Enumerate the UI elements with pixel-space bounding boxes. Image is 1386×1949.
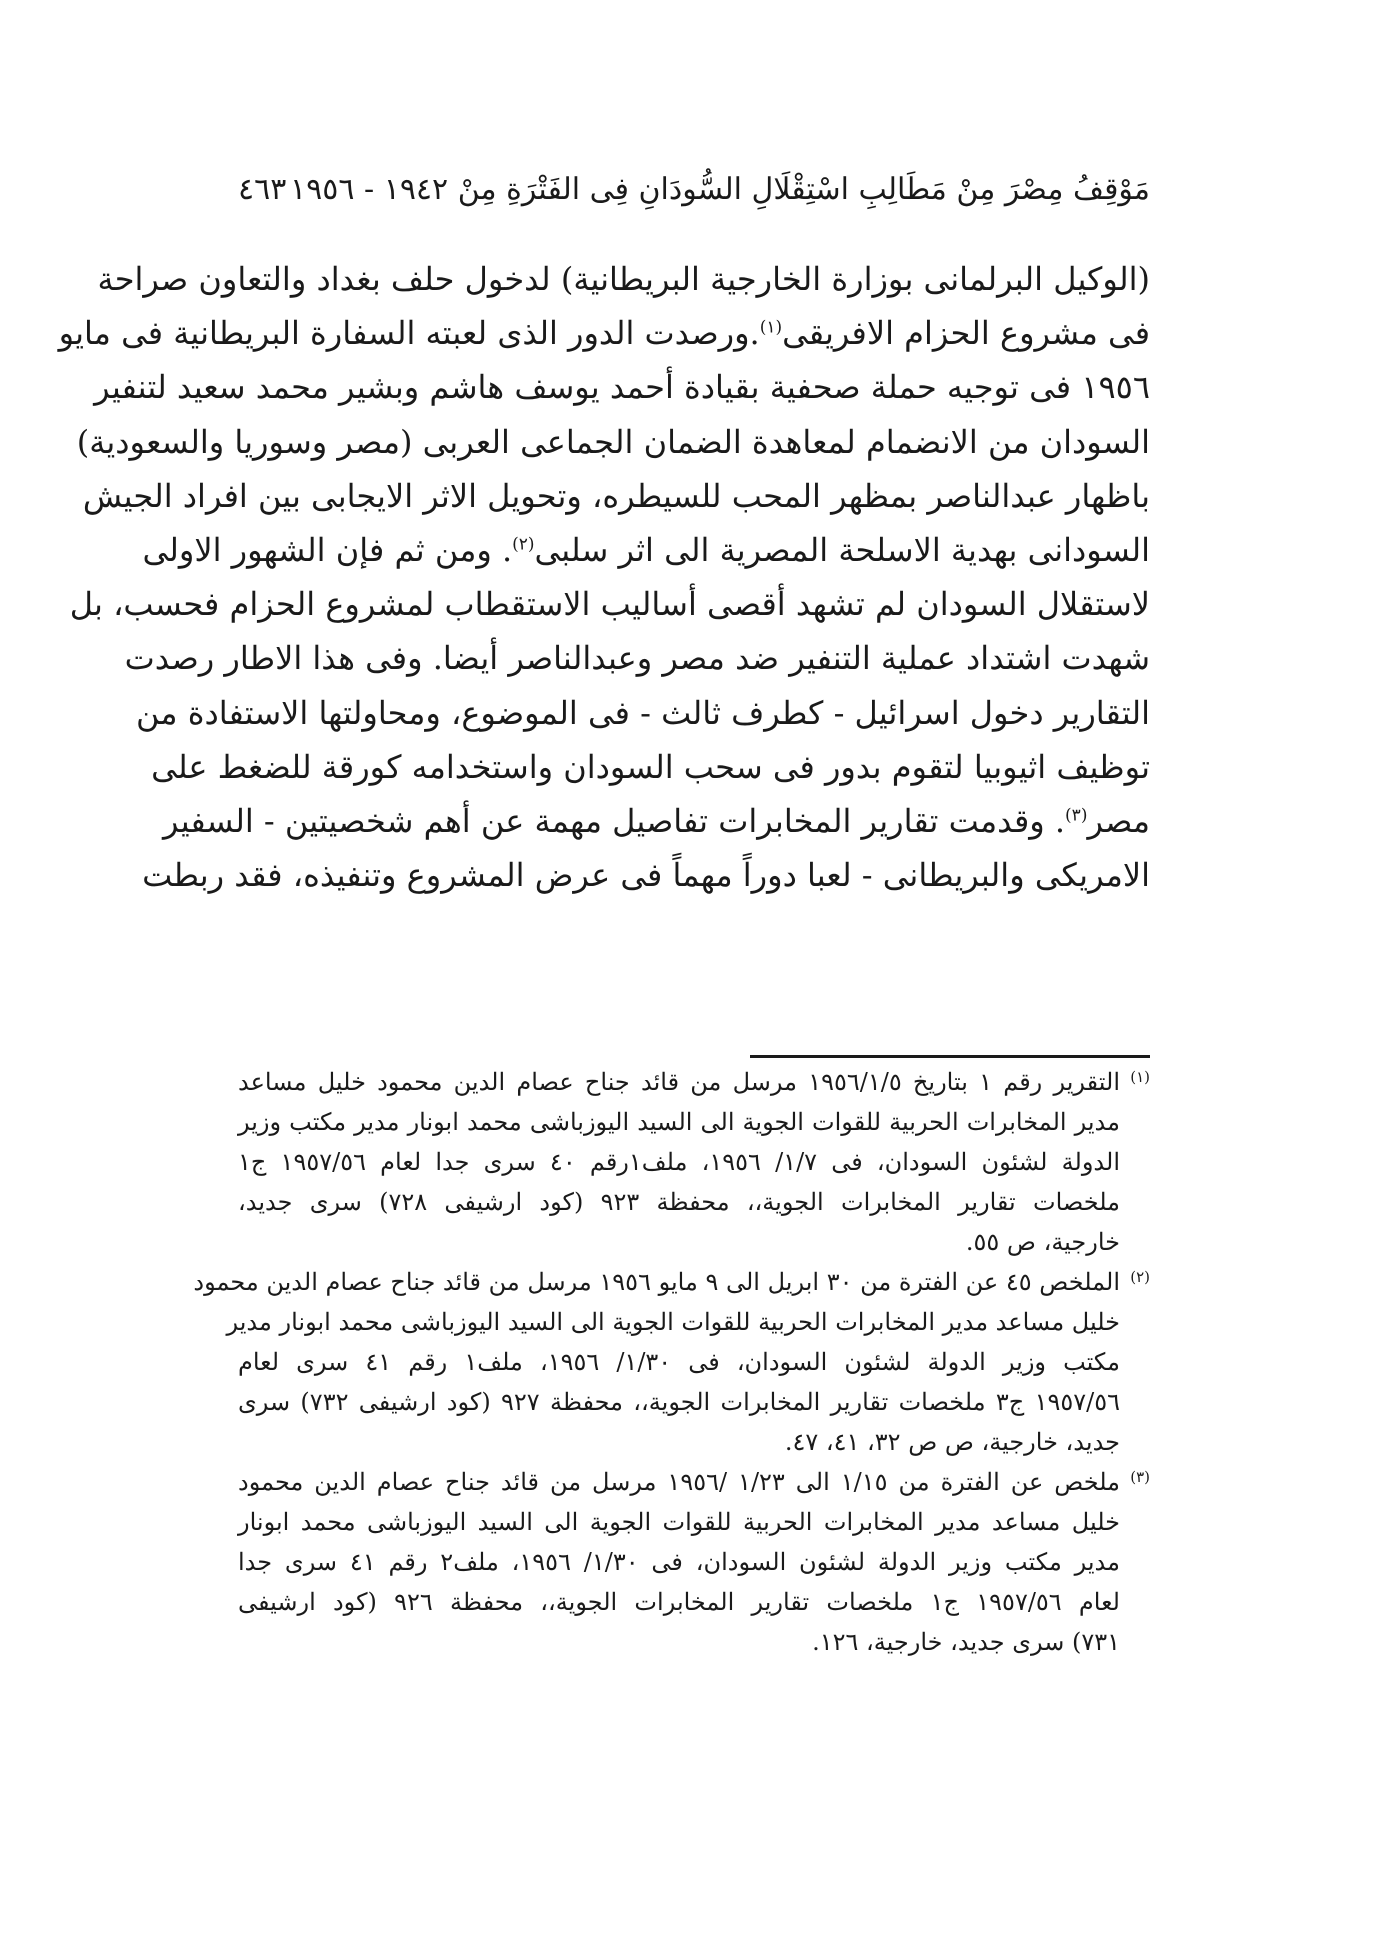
footnote-line: مدير المخابرات الحربية للقوات الجوية الى السيد اليوزباشى محمد ابونار مدير مكتب وزير xyxy=(238,1108,1120,1136)
body-text xyxy=(58,252,1150,902)
body-line: شهدت اشتداد عملية التنفير ضد مصر وعبدالناصر أيضا. وفى هذا الاطار رصدت xyxy=(124,639,1150,678)
body-line: السودان من الانضمام لمعاهدة الضمان الجماعى العربى (مصر وسوريا والسعودية) xyxy=(76,422,1150,461)
body-line: توظيف اثيوبيا لتقوم بدور فى سحب السودان واستخدامه كورقة للضغط على xyxy=(151,747,1150,786)
footnote-3 xyxy=(238,1462,1150,1662)
footnotes xyxy=(193,1062,1150,1662)
footnote-2 xyxy=(193,1262,1150,1462)
footnote-ref[interactable]: (٣) xyxy=(1065,805,1088,826)
footnote-marker: (٣) xyxy=(1130,1468,1150,1486)
page-header xyxy=(238,162,1150,218)
footnote-line: التقرير رقم ١ بتاريخ ١٩٥٦/١/٥ مرسل من قائد جناح عصام الدين محمود خليل مساعد xyxy=(238,1068,1120,1096)
footnote-line: الملخص ٤٥ عن الفترة من ٣٠ ابريل الى ٩ مايو ١٩٥٦ مرسل من قائد جناح عصام الدين محمود xyxy=(193,1268,1120,1296)
footnote-line: خارجية، ص ٥٥. xyxy=(965,1228,1120,1256)
footnote-line: ملخص عن الفترة من ١/١٥ الى ١/٢٣ /١٩٥٦ مرسل من قائد جناح عصام الدين محمود xyxy=(238,1468,1121,1496)
body-line: (الوكيل البرلمانى بوزارة الخارجية البريطانية) لدخول حلف بغداد والتعاون صراحة xyxy=(97,260,1150,298)
body-line: السودانى بهدية الاسلحة المصرية الى اثر سلبى$^{(٢)}$. ومن ثم فإن الشهور الاولى xyxy=(142,530,1150,569)
running-title: مَوْقِفُ مِصْرَ مِنْ مَطَالِبِ اسْتِقْلَالِ السُّودَانِ فِى الفَتْرَةِ مِنْ ١٩٤٢ - ١٩٥٦ xyxy=(290,172,1150,207)
footnote-line: ٧٣١) سرى جديد، خارجية، ١٢٦. xyxy=(812,1628,1120,1656)
footnote-line: مدير مكتب وزير الدولة لشئون السودان، فى ١/٣٠/ ١٩٥٦، ملف٢ رقم ٤١ سرى جدا xyxy=(238,1548,1121,1576)
footnote-line: ١٩٥٧/٥٦ ج٣ ملخصات تقارير المخابرات الجوية،، محفظة ٩٢٧ (كود ارشيفى ٧٣٢) سرى xyxy=(238,1388,1120,1416)
footnote-line: الدولة لشئون السودان، فى ١/٧/ ١٩٥٦، ملف١رقم ٤٠ سرى جدا لعام ١٩٥٧/٥٦ ج١ xyxy=(238,1148,1121,1176)
body-line: لاستقلال السودان لم تشهد أقصى أساليب الاستقطاب لمشروع الحزام فحسب، بل xyxy=(69,585,1150,624)
footnote-line: خليل مساعد مدير المخابرات الحربية للقوات الجوية الى السيد اليوزباشى محمد ابونار مدير xyxy=(226,1308,1120,1336)
footnote-line: جديد، خارجية، ص ص ٣٢، ٤١، ٤٧. xyxy=(784,1428,1120,1456)
body-line: الامريكى والبريطانى - لعبا دوراً مهماً فى عرض المشروع وتنفيذه، فقد ربطت xyxy=(142,856,1150,895)
body-line: التقارير دخول اسرائيل - كطرف ثالث - فى الموضوع، ومحاولتها الاستفادة من xyxy=(136,693,1150,732)
footnote-marker: (٢) xyxy=(1130,1268,1150,1286)
body-line: مصر$^{(٣)}$. وقدمت تقارير المخابرات تفاصيل مهمة عن أهم شخصيتين - السفير xyxy=(163,801,1150,840)
body-line: فى مشروع الحزام الافريقى$^{(١)}$.ورصدت الدور الذى لعبته السفارة البريطانية فى مايو xyxy=(58,314,1150,353)
footnote-ref[interactable]: (١) xyxy=(759,317,783,338)
footnote-line: خليل مساعد مدير المخابرات الحربية للقوات الجوية الى السيد اليوزباشى محمد ابونار xyxy=(238,1508,1120,1536)
footnote-1 xyxy=(238,1062,1150,1262)
page-number: ٤٦٣ xyxy=(238,172,287,207)
body-line: ١٩٥٦ فى توجيه حملة صحفية بقيادة أحمد يوسف هاشم وبشير محمد سعيد لتنفير xyxy=(94,368,1150,407)
footnote-line: ملخصات تقارير المخابرات الجوية،، محفظة ٩٢٣ (كود ارشيفى ٧٢٨) سرى جديد، xyxy=(238,1188,1121,1216)
footnote-line: مكتب وزير الدولة لشئون السودان، فى ١/٣٠/ ١٩٥٦، ملف١ رقم ٤١ سرى لعام xyxy=(238,1348,1120,1376)
footnote-line: لعام ١٩٥٧/٥٦ ج١ ملخصات تقارير المخابرات الجوية،، محفظة ٩٢٦ (كود ارشيفى xyxy=(238,1588,1120,1616)
body-line: باظهار عبدالناصر بمظهر المحب للسيطره، وتحويل الاثر الايجابى بين افراد الجيش xyxy=(82,476,1150,515)
footnote-ref[interactable]: (٢) xyxy=(512,534,535,555)
footnote-separator xyxy=(750,1055,1150,1058)
footnote-marker: (١) xyxy=(1130,1068,1150,1086)
